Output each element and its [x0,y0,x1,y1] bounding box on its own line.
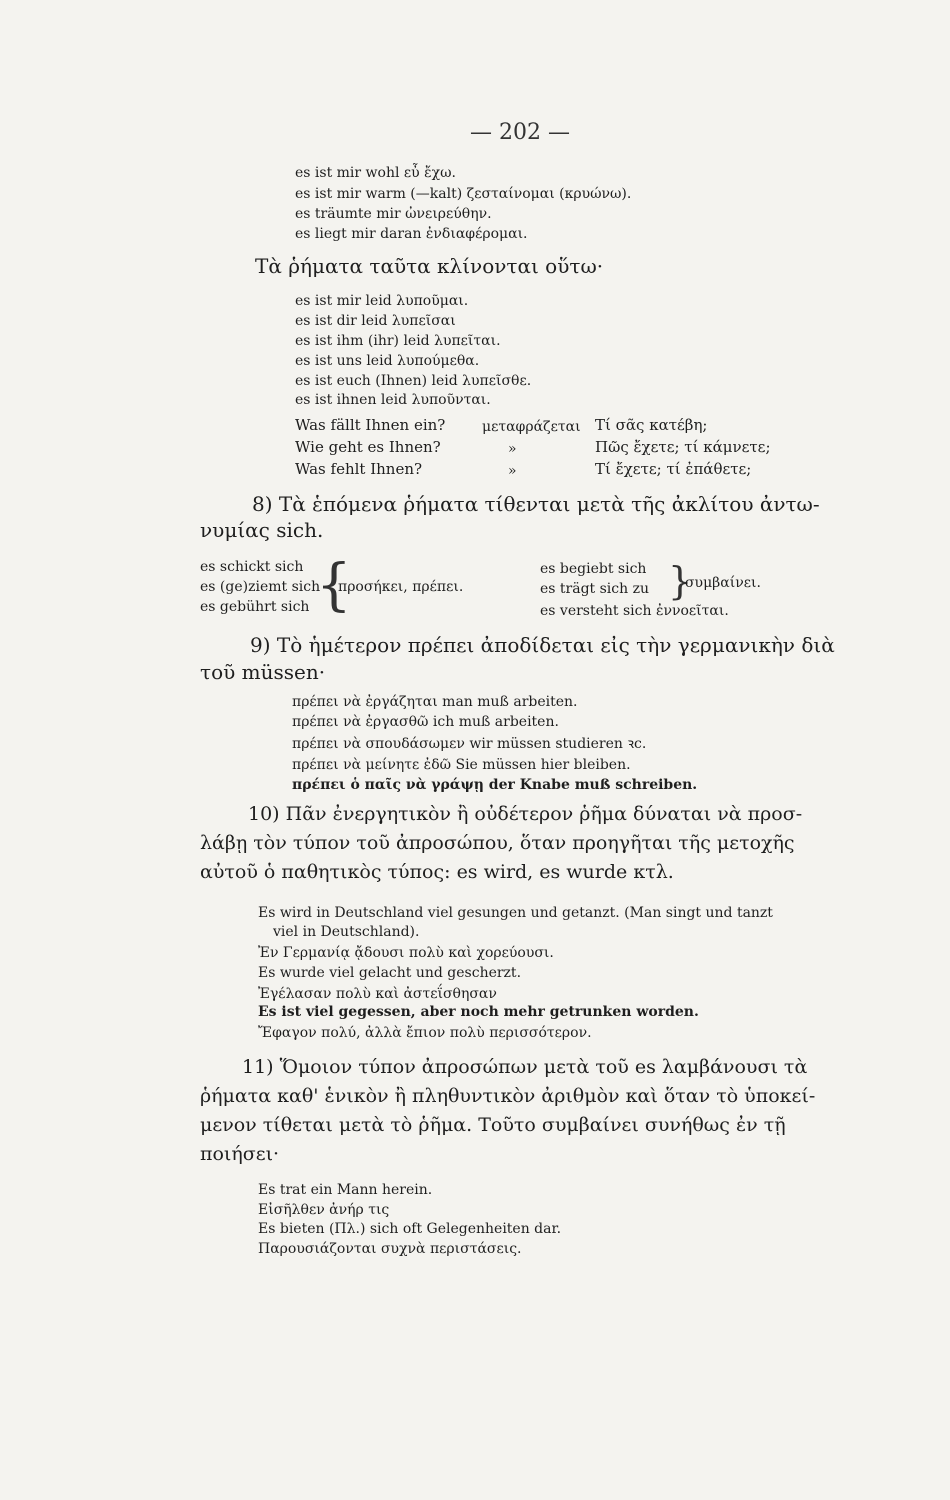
question-mark: » [508,441,517,457]
example-line: viel in Deutschland). [273,924,420,940]
section-8-line: νυμίας sich. [200,518,324,542]
example-line: πρέπει ὁ παῖς νὰ γράψῃ der Knabe muß schreiben. [292,777,698,793]
example-line: Es trat ein Mann herein. [258,1182,433,1198]
text-line: es ist mir wohl εὖ ἔχω. [295,165,456,181]
question-gr: Τί σᾶς κατέβη; [595,416,708,434]
example-line: Es wurde viel gelacht und gescherzt. [258,965,522,981]
example-line: πρέπει νὰ ἐργάζηται man muß arbeiten. [292,694,578,710]
section-9-line: τοῦ müssen· [200,660,326,684]
section-11-line: ῥήματα καθ' ἑνικὸν ἢ πληθυντικὸν ἀριθμὸν καὶ ὅταν τὸ ὑποκεί- [200,1085,816,1107]
conjugation-line: es ist euch (Ihnen) leid λυπεῖσθε. [295,373,532,389]
example-line: Es ist viel gegessen, aber noch mehr getrunken worden. [258,1004,699,1020]
conjugation-line: es ist uns leid λυπούμεθα. [295,353,480,369]
section-8-line: 8) Τὰ ἑπόμενα ῥήματα τίθενται μετὰ τῆς ἀκλίτου ἀντω- [252,492,820,516]
example-line: Ἐγέλασαν πολὺ καὶ ἀστεΐσθησαν [258,986,497,1002]
verb-left: es gebührt sich [200,599,310,615]
example-line: Παρουσιάζονται συχνὰ περιστάσεις. [258,1241,522,1257]
verb-right-gloss: συμβαίνει. [685,575,761,591]
example-line: Es bieten (Πλ.) sich oft Gelegenheiten dar. [258,1221,562,1237]
conjugation-line: es ist ihm (ihr) leid λυπεῖται. [295,333,501,349]
example-line: πρέπει νὰ μείνητε ἐδῶ Sie müssen hier bleiben. [292,757,631,773]
section-11-line: μενον τίθεται μετὰ τὸ ῥῆμα. Τοῦτο συμβαίνει συνήθως ἐν τῇ [200,1114,786,1136]
brace-right: } [668,559,693,603]
question-de: Was fehlt Ihnen? [295,460,423,478]
verb-left-gloss: προσήκει, πρέπει. [338,579,464,595]
conjugation-line: es ist mir leid λυποῦμαι. [295,293,469,309]
question-mark: μεταφράζεται [482,419,581,435]
question-de: Wie geht es Ihnen? [295,438,441,456]
verb-right: es trägt sich zu [540,581,649,597]
example-line: Εἰσῆλθεν ἀνήρ τις [258,1202,390,1218]
section-11-line: 11) Ὅμοιον τύπον ἀπροσώπων μετὰ τοῦ es λαμβάνουσι τὰ [242,1056,808,1078]
text-line: es ist mir warm (—kalt) ζεσταίνομαι (κρυώνω). [295,186,632,202]
conjugation-heading: Τὰ ῥήματα ταῦτα κλίνονται οὕτω· [255,254,604,278]
question-de: Was fällt Ihnen ein? [295,416,446,434]
example-line: Ἔφαγον πολύ, ἀλλὰ ἔπιον πολὺ περισσότερον. [258,1025,592,1041]
question-mark: » [508,463,517,479]
section-9-line: 9) Τὸ ἡμέτερον πρέπει ἀποδίδεται εἰς τὴν γερμανικὴν διὰ [250,633,835,657]
verb-left: es schickt sich [200,559,304,575]
brace-left: { [316,553,352,618]
example-line: Es wird in Deutschland viel gesungen und getanzt. (Man singt und tanzt [258,905,773,921]
example-line: πρέπει νὰ ἐργασθῶ ich muß arbeiten. [292,714,559,730]
section-11-line: ποιήσει· [200,1143,280,1165]
text-line: es träumte mir ὠνειρεύθην. [295,206,492,222]
question-gr: Τί ἔχετε; τί ἐπάθετε; [595,460,752,478]
conjugation-line: es ist ihnen leid λυποῦνται. [295,392,491,408]
verb-left: es (ge)ziemt sich [200,579,321,595]
section-10-line: αὐτοῦ ὁ παθητικὸς τύπος: es wird, es wurde κτλ. [200,861,674,883]
conjugation-line: es ist dir leid λυπεῖσαι [295,313,456,329]
section-10-line: λάβῃ τὸν τύπον τοῦ ἀπροσώπου, ὅταν προηγῆται τῆς μετοχῆς [200,832,795,854]
verb-right: es begiebt sich [540,561,647,577]
page-number: — 202 — [470,120,570,145]
verb-right: es versteht sich ἐννοεῖται. [540,603,729,619]
section-10-line: 10) Πᾶν ἐνεργητικὸν ἢ οὐδέτερον ῥῆμα δύναται νὰ προσ- [248,803,803,825]
text-line: es liegt mir daran ἐνδιαφέρομαι. [295,226,528,242]
example-line: Ἐν Γερμανίᾳ ᾄδουσι πολὺ καὶ χορεύουσι. [258,945,554,961]
example-line: πρέπει νὰ σπουδάσωμεν wir müssen studieren ꝛc. [292,736,647,752]
question-gr: Πῶς ἔχετε; τί κάμνετε; [595,438,771,456]
